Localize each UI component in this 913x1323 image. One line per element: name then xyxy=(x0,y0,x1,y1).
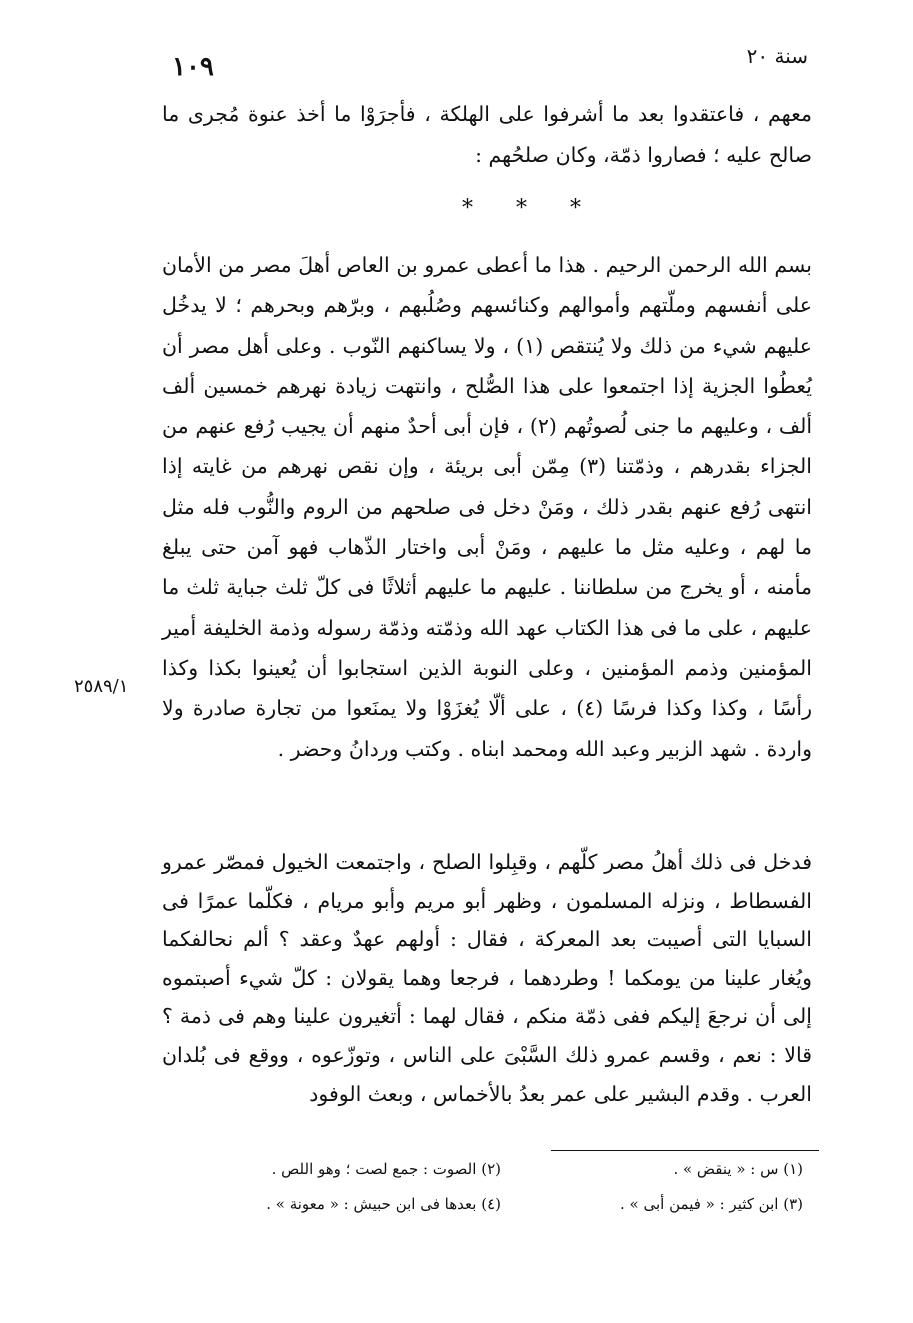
intro-paragraph xyxy=(162,94,812,176)
footnote-divider xyxy=(551,1150,819,1151)
narrative-paragraph xyxy=(162,843,812,1113)
narrative-text: فدخل فى ذلك أهلُ مصر كلّهم ، وقبِلوا الصلح ، واجتمعت الخيول فمصّر عمرو الفسطاط ، ونزله المسلمون ، وظهر أبو مريم وأبو مريام ، فكلّما عمرًا فى السبايا التى أصيبت بعد المعركة ، فقال : أولهم عهدٌ وعقد ؟ ألم نحالفكما ويُغار علينا من يومكما ! وطردهما ، فرجعا وهما يقولان : كلّ شيء أصبتموه إلى أن نرجعَ إليكم ففى ذمّة منكم ، فقال لهما : أتغيرون علينا وهم فى ذمة ؟ قالا : نعم ، وقسم عمرو ذلك السَّبْىَ على الناس ، وتوزّعوه ، ووقع فى بُلدان العرب . وقدم البشير على عمر بعدُ بالأخماس ، وبعث الوفود xyxy=(162,850,812,1106)
footnote-number: (١) xyxy=(783,1160,803,1178)
footnote-text: ابن كثير : « فيمن أبى » . xyxy=(620,1195,779,1213)
page-number: ١٠٩ xyxy=(172,52,214,82)
footnote-number: (٢) xyxy=(481,1160,501,1178)
footnote-4 xyxy=(266,1195,501,1213)
footnote-1 xyxy=(673,1160,803,1178)
intro-text: معهم ، فاعتقدوا بعد ما أشرفوا على الهلكة ، فأجرَوْا ما أخذ عنوة مُجرى ما صالح عليه ؛ فصاروا ذمّة، وكان صلحُهم : xyxy=(162,102,812,167)
footnote-number: (٣) xyxy=(783,1195,803,1213)
footnote-text: بعدها فى ابن حبيش : « معونة » . xyxy=(266,1195,477,1213)
margin-reference: ٢٥٨٩/١ xyxy=(74,676,129,697)
footnote-text: الصوت : جمع لصت ؛ وهو اللص . xyxy=(271,1160,477,1178)
section-separator: * * * xyxy=(462,196,599,221)
footnote-2 xyxy=(272,1160,501,1178)
footnote-text: س : « ينقض » . xyxy=(673,1160,779,1178)
footnote-3 xyxy=(620,1195,803,1213)
footnote-number: (٤) xyxy=(481,1195,501,1213)
year-header: سنة ٢٠ xyxy=(746,44,808,68)
treaty-document xyxy=(162,245,812,769)
treaty-text: بسم الله الرحمن الرحيم . هذا ما أعطى عمرو بن العاص أهلَ مصر من الأمان على أنفسهم وملّتهم وأموالهم وكنائسهم وصُلُبهم ، وبرّهم وبحرهم ؛ لا يدخُل عليهم شيء من ذلك ولا يُنتقص (١) ، ولا يساكنهم النّوب . وعلى أهل مصر أن يُعطُوا الجزية إذا اجتمعوا على هذا الصُّلح ، وانتهت زيادة نهرهم خمسين ألف ألف ، وعليهم ما جنى لُصوتُهم (٢) ، فإن أبى أحدٌ منهم أن يجيب رُفع عنهم من الجزاء بقدرهم ، وذمّتنا (٣) مِمّن أبى بريئة ، وإن نقص نهرهم من غايته إذا انتهى رُفع عنهم بقدر ذلك ، ومَنْ دخل فى صلحهم من الروم والنُّوب فله مثل ما لهم ، وعليه مثل ما عليهم ، ومَنْ أبى واختار الذّهاب فهو آمن حتى يبلغ مأمنه ، أو يخرج من سلطاننا . عليهم ما عليهم أثلاثًا فى كلّ ثلث جباية ثلث ما عليهم ، على ما فى هذا الكتاب عهد الله وذمّته وذمّة رسوله وذمة الخليفة أمير المؤمنين وذمم المؤمنين ، وعلى النوبة الذين استجابوا أن يُعينوا بكذا وكذا رأسًا ، وكذا وكذا فرسًا (٤) ، على ألّا يُغزَوْا ولا يمنَعوا من تجارة صادرة ولا واردة . شهد الزبير وعبد الله ومحمد ابناه . وكتب وردانُ وحضر . xyxy=(162,253,813,761)
